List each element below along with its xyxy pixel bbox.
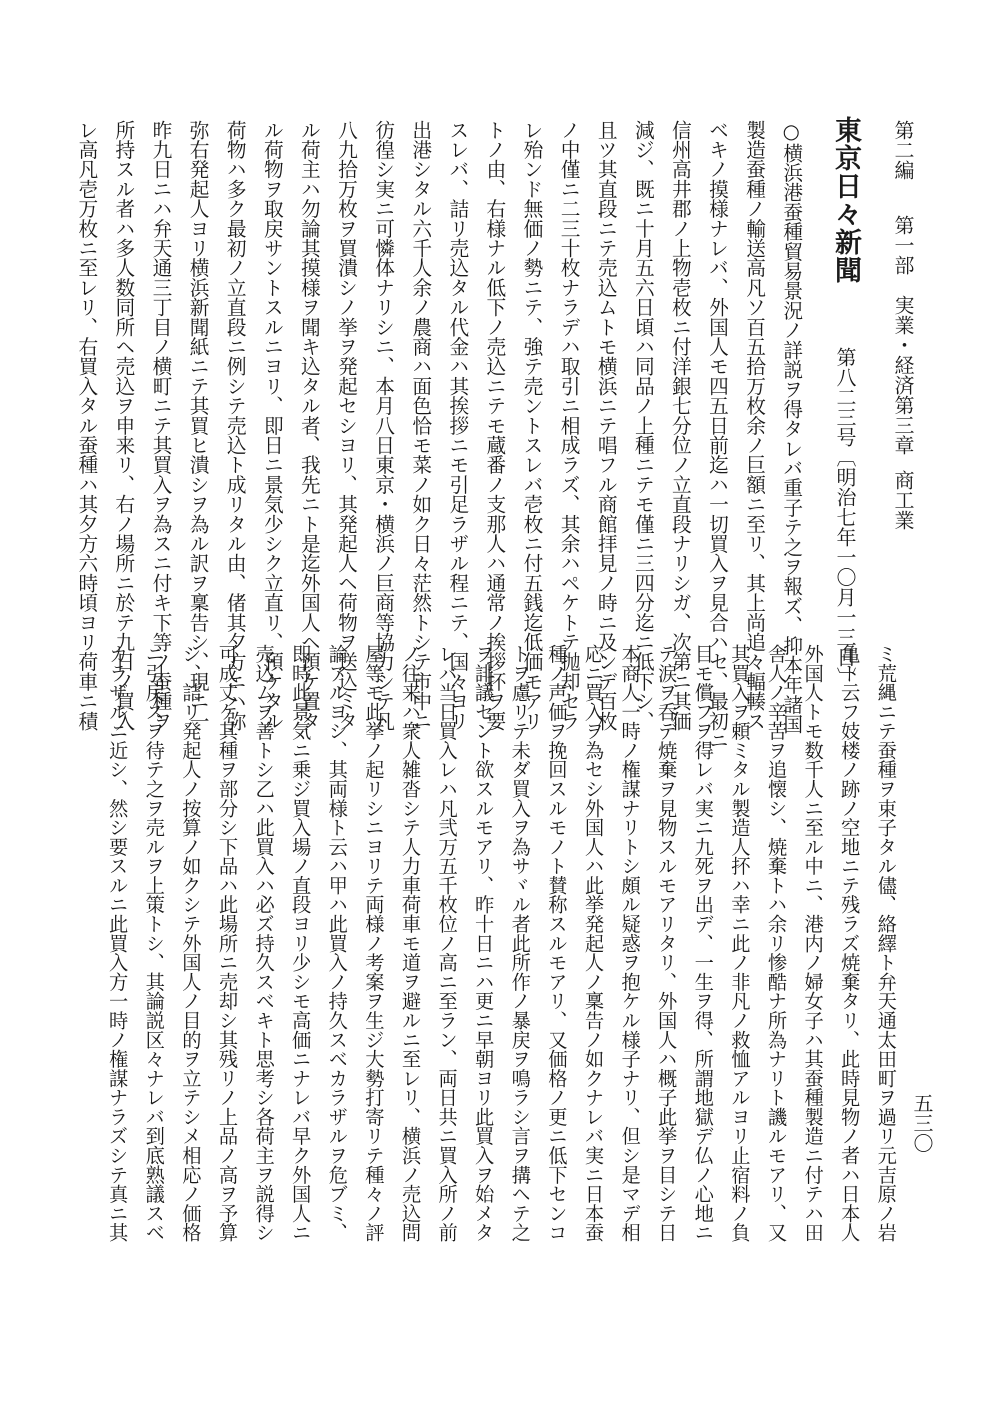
upper-text-line: 八九拾万枚ヲ買潰シノ挙ヲ発起セシヨリ、其発起人ヘ荷物ヲ送込ミタ	[334, 120, 358, 731]
header-hen: 第二編	[891, 120, 915, 180]
upper-text-line: ル荷主ハ勿論其摸様ヲ聞キ込タル者、我先ニト是迄外国人ヘ預ケ置タ	[297, 120, 321, 731]
upper-text-line: 彷徨シ実ニ可憐体ナリシニ、本月八日東京・横浜ノ巨商等協力シテ凡	[371, 120, 395, 731]
lower-text-line: ニ引戻スヲ待テ之ヲ売ルヲ上策トシ、其論説区々ナレバ到底熟議スベ	[142, 644, 166, 1242]
upper-text-line: トノ由、右様ナル低下ノ売込ニテモ蔵番ノ支那人ハ通常ノ挨拶抔ヲ要	[482, 120, 506, 731]
lower-text-line: 即時此景気ニ乗ジ買入場ノ直段ヨリ少シモ高価ニナレバ早ク外国人ニ	[288, 644, 312, 1242]
lower-text-line: ノ往来ハ衆人雑沓シテ人力車荷車モ道ヲ避ルニ至レリ、横浜ノ売込問	[398, 644, 422, 1242]
lower-text-line: シ、詰リ発起人ノ按算ノ如クシテ外国人ノ目的ヲ立テシメ相応ノ価格	[178, 644, 202, 1242]
lower-text-line: 外国人トモ数千人ニ至ル中ニ、港内ノ婦女子ハ其蚕種製造ニ付テハ田	[801, 644, 825, 1242]
upper-text-line: 減ジ、既ニ十月五六日頃ハ同品ノ上種ニテモ僅ニ三四分迄ニ低下シ、	[631, 120, 655, 731]
header-subject: 実業・経済	[891, 295, 915, 395]
article-issue: 第八二三号〔明治七年一〇月一三日〕	[833, 347, 857, 687]
lower-text-line: カラザルニ近シ、然シ要スルニ此買入方一時ノ権謀ナラズシテ真ニ其	[105, 644, 129, 1242]
lower-text-line: 其買入ヲ頼ミタル製造人抔ハ幸ニ此ノ非凡ノ救恤アルヨリ止宿料ノ負	[727, 644, 751, 1242]
upper-text-line: ル荷物ヲ取戻サントスルニヨリ、即日ニ景気少シク立直リ、預ケタル	[260, 120, 284, 731]
article-heading	[832, 116, 859, 687]
lower-text-line: 可成丈ケ其種ヲ部分シ下品ハ此場所ニ売却シ其残リノ上品ノ高ヲ予算	[215, 644, 239, 1242]
lower-text-line: 種ノ声価ヲ挽回スルモノト賛称スルモアリ、又価格ノ更ニ低下センコ	[544, 644, 568, 1242]
lower-text-line: 舎人ノ辛苦ヲ追懐シ、焼棄トハ余リ惨酷ナ所為ナリト譏ルモアリ、又	[764, 644, 788, 1242]
lower-text-line: レバ当日買入レハ凡弐万五千枚位ノ高ニ至ラン、両日共ニ買入所ノ前	[435, 644, 459, 1242]
lower-text-line: 目モ償フヲ得レバ実ニ九死ヲ出デ、一生ヲ得、所謂地獄デ仏ノ心地ニ	[691, 644, 715, 1242]
upper-text-line: スレバ、詰リ売込タル代金ハ其挨拶ニモ引足ラザル程ニテ、国々ヨリ	[445, 120, 469, 731]
upper-text-line: 出港シタル六千人余ノ農商ハ面色恰モ菜ノ如ク日々茫然トシテ市中ニ	[408, 120, 432, 731]
upper-text-line: ベキノ摸様ナレバ、外国人モ四五日前迄ハ一切買入ヲ見合ハセ、最初ニ	[705, 120, 729, 751]
lower-text-line: 論アルヨシ、其両様ト云ハ甲ハ此買入ノ持久スベカラザルヲ危ブミ、	[325, 644, 349, 1242]
upper-text-line: レ高凡壱万枚ニ至レリ、右買入タル蚕種ハ其夕方六時頃ヨリ荷車ニ積	[74, 120, 98, 731]
lower-text-line: トヲ慮リテ未ダ買入ヲ為サヾル者此所作ノ暴戻ヲ鳴ラシ言ヲ搆ヘテ之	[508, 644, 532, 1242]
upper-text-line: ○横浜港蚕種貿易景況ノ詳説ヲ得タレバ重子テ之ヲ報ズ、抑本年諸国	[779, 120, 803, 734]
lower-text-line: 応ニ買入ヲ為セシ外国人ハ此挙発起人ノ稟告ノ如クナレバ実ニ日本蚕	[581, 644, 605, 1242]
upper-text-line: 所持スル者ハ多人数同所ヘ売込ヲ申来リ、右ノ場所ニ於テ九日ノ買入	[111, 120, 135, 731]
upper-text-line: 且ツ其直段ニテ売込ムトモ横浜ニテ唱フル商館拝見ノ時ニ及ンデ百枚	[594, 120, 618, 731]
header-chapter: 商工業	[891, 470, 915, 530]
lower-text-line: ヲ誹議セント欲スルモアリ、昨十日ニハ更ニ早朝ヨリ此買入ヲ始メタ	[471, 644, 495, 1242]
lower-text-line: 屋等モ此挙ノ起リシニヨリテ両様ノ考案ヲ生ジ大勢打寄リテ種々ノ評	[361, 644, 385, 1242]
header-bu: 第一部	[891, 215, 915, 275]
lower-text-line: ミ荒縄ニテ蚕種ヲ束子タル儘、絡繹ト弁天通太田町ヲ過リ元吉原ノ岩	[874, 644, 898, 1242]
lower-text-line: 本商人一時ノ権謀ナリトシ頗ル疑惑ヲ抱ケル様子ナリ、但シ是マデ相	[618, 644, 642, 1242]
lower-text-line: 亀ト云フ妓楼ノ跡ノ空地ニテ残ラズ焼棄タリ、此時見物ノ者ハ日本人	[837, 644, 861, 1242]
upper-text-line: 製造蚕種ノ輸送高凡ソ百五拾万枚余ノ巨額ニ至リ、其上尚追々輻輳ス	[742, 120, 766, 731]
page-number: 五三〇	[910, 1093, 934, 1153]
lower-text-line: 売込ムヲ善トシ乙ハ此買入ハ必ズ持久スベキト思考シ各荷主ヲ説得シ	[252, 644, 276, 1242]
upper-text-line: 昨九日ニハ弁天通三丁目ノ横町ニテ其買入ヲ為スニ付キ下等ノ蚕種ヲ	[149, 120, 172, 731]
upper-text-line: 信州高井郡ノ上物壱枚ニ付洋銀七分位ノ立直段ナリシガ、次第ニ其価	[668, 120, 692, 731]
article-source: 東京日々新聞	[830, 116, 861, 284]
upper-text-line: 荷物ハ多ク最初ノ立直段ニ例シテ売込ト成リタル由、偖其夕方ニハ弥	[223, 120, 247, 731]
header-sho: 第三章	[891, 395, 915, 455]
upper-text-line: レ殆ンド無価ノ勢ニテ、強テ売ントスレバ壱枚ニ付五銭迄低価モアリ	[520, 120, 543, 731]
upper-text-line: ノ中僅ニ二三十枚ナラデハ取引ニ相成ラズ、其余ハペケトテ抛却セラ	[557, 120, 581, 731]
lower-text-line: テ涙ヲ呑デ焼棄ヲ見物スルモアリタリ、外国人ハ概子此挙ヲ目シテ日	[654, 644, 678, 1242]
upper-text-line: 弥右発起人ヨリ横浜新聞紙ニテ其買ヒ潰シヲ為ル訳ヲ稟告シ、現ニ一	[186, 120, 210, 731]
